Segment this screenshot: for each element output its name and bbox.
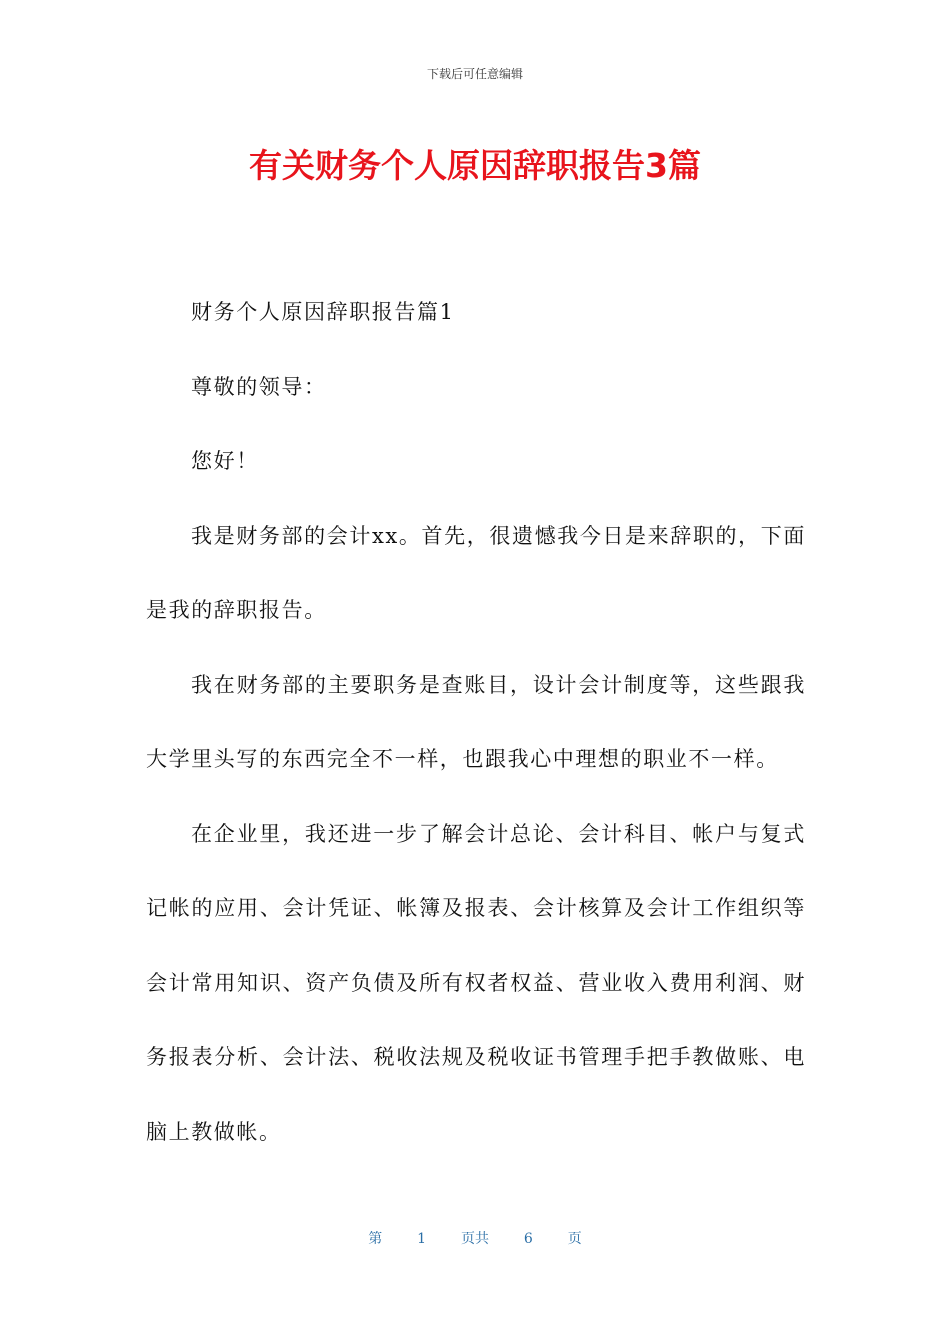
page-header-note: 下载后可任意编辑 (426, 67, 523, 81)
footer-suffix: 页 (567, 1231, 582, 1247)
footer-prefix: 第 (368, 1231, 383, 1247)
footer-page-number: 1 (417, 1231, 427, 1247)
footer-total-pages: 6 (523, 1231, 533, 1247)
paragraph-learning: 在企业里，我还进一步了解会计总论、会计科目、帐户与复式记帐的应用、会计凭证、帐簿及报表、会计核算及会计工作组织等会计常用知识、资产负债及所有权者权益、营业收入费用利润、财务报表分析、会计法、税收法规及税收证书管理手把手教做账、电脑上教做帐。 (146, 821, 806, 1144)
greeting: 您好！ (191, 449, 259, 473)
salutation: 尊敬的领导： (191, 374, 327, 399)
section-heading: 财务个人原因辞职报告篇1 (191, 300, 455, 324)
footer-middle: 页共 (461, 1231, 489, 1247)
document-title: 有关财务个人原因辞职报告3篇 (249, 146, 701, 185)
document-body (146, 275, 806, 1169)
paragraph-intro: 我是财务部的会计xx。首先，很遗憾我今日是来辞职的，下面是我的辞职报告。 (146, 523, 806, 622)
paragraph-duties: 我在财务部的主要职务是查账目，设计会计制度等，这些跟我大学里头写的东西完全不一样，也跟我心中理想的职业不一样。 (146, 672, 806, 771)
page-footer (0, 1229, 950, 1249)
